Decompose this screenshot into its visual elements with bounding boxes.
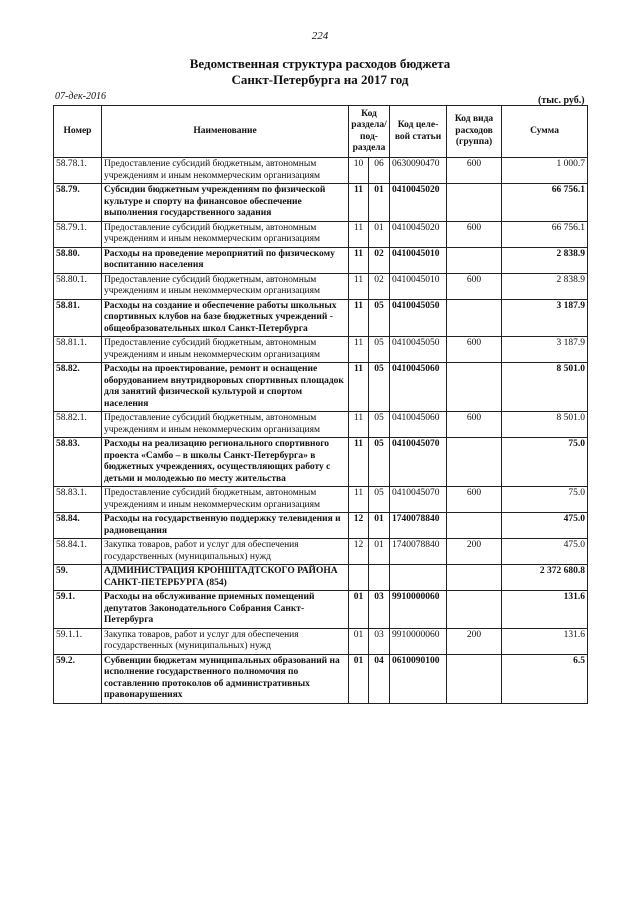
table-row bbox=[54, 184, 588, 222]
row-section-code: 11 bbox=[349, 247, 369, 273]
row-target-code: 1740078840 bbox=[390, 513, 447, 539]
table-header bbox=[54, 106, 588, 158]
row-name: Предоставление субсидий бюджетным, автономным учреждениям и иным некоммерческим организациям bbox=[102, 412, 349, 438]
row-target-code: 9910000060 bbox=[390, 628, 447, 654]
row-section-code: 11 bbox=[349, 221, 369, 247]
row-sum: 8 501.0 bbox=[502, 363, 588, 412]
row-expense-group: 600 bbox=[447, 221, 502, 247]
row-expense-group: 200 bbox=[447, 539, 502, 565]
row-name: Расходы на обслуживание приемных помещений депутатов Законодательного Собрания Санкт-Петербурга bbox=[102, 591, 349, 629]
row-subsection-code: 05 bbox=[369, 412, 390, 438]
row-subsection-code: 03 bbox=[369, 628, 390, 654]
row-section-code: 01 bbox=[349, 628, 369, 654]
row-sum: 3 187.9 bbox=[502, 337, 588, 363]
header-sum: Сумма bbox=[502, 106, 588, 158]
table-row bbox=[54, 513, 588, 539]
row-target-code: 9910000060 bbox=[390, 591, 447, 629]
row-name: Расходы на проектирование, ремонт и оснащение оборудованием внутридворовых спортивных площадок для занятий физической культурой и спортом населения bbox=[102, 363, 349, 412]
title-line-2: Санкт-Петербурга на 2017 год bbox=[231, 72, 409, 87]
row-subsection-code: 03 bbox=[369, 591, 390, 629]
row-number: 58.80.1. bbox=[54, 273, 102, 299]
table-row bbox=[54, 438, 588, 487]
row-expense-group bbox=[447, 513, 502, 539]
row-subsection-code: 04 bbox=[369, 654, 390, 703]
row-number: 59.1.1. bbox=[54, 628, 102, 654]
row-section-code: 11 bbox=[349, 337, 369, 363]
row-section-code bbox=[349, 565, 369, 591]
row-target-code: 1740078840 bbox=[390, 539, 447, 565]
row-target-code: 0410045060 bbox=[390, 412, 447, 438]
row-target-code: 0410045060 bbox=[390, 363, 447, 412]
row-section-code: 01 bbox=[349, 591, 369, 629]
table-row bbox=[54, 158, 588, 184]
row-subsection-code: 01 bbox=[369, 513, 390, 539]
header-name: Наименование bbox=[102, 106, 349, 158]
table-row bbox=[54, 591, 588, 629]
row-expense-group bbox=[447, 184, 502, 222]
row-target-code: 0410045070 bbox=[390, 487, 447, 513]
table-row bbox=[54, 363, 588, 412]
row-name: Расходы на государственную поддержку телевидения и радиовещания bbox=[102, 513, 349, 539]
row-subsection-code: 05 bbox=[369, 363, 390, 412]
row-subsection-code: 05 bbox=[369, 438, 390, 487]
row-expense-group: 200 bbox=[447, 628, 502, 654]
row-name: Расходы на реализацию регионального спортивного проекта «Самбо – в школы Санкт-Петербурга» в бюджетных учреждениях, осуществляющих работу с детьми и молодежью по месту жительства bbox=[102, 438, 349, 487]
row-sum: 475.0 bbox=[502, 539, 588, 565]
row-name: АДМИНИСТРАЦИЯ КРОНШТАДТСКОГО РАЙОНА САНКТ-ПЕТЕРБУРГА (854) bbox=[102, 565, 349, 591]
row-subsection-code bbox=[369, 565, 390, 591]
page-number: 224 bbox=[311, 30, 329, 42]
row-number: 58.83.1. bbox=[54, 487, 102, 513]
row-number: 58.83. bbox=[54, 438, 102, 487]
table-row bbox=[54, 487, 588, 513]
row-sum: 2 838.9 bbox=[502, 247, 588, 273]
row-sum: 66 756.1 bbox=[502, 221, 588, 247]
table-row bbox=[54, 273, 588, 299]
row-target-code: 0630090470 bbox=[390, 158, 447, 184]
table-row bbox=[54, 221, 588, 247]
table-row bbox=[54, 539, 588, 565]
row-expense-group: 600 bbox=[447, 158, 502, 184]
row-expense-group bbox=[447, 247, 502, 273]
currency-unit: (тыс. руб.) bbox=[538, 95, 585, 106]
row-number: 58.79.1. bbox=[54, 221, 102, 247]
row-name: Закупка товаров, работ и услуг для обеспечения государственных (муниципальных) нужд bbox=[102, 539, 349, 565]
table-row bbox=[54, 565, 588, 591]
row-section-code: 11 bbox=[349, 438, 369, 487]
row-sum: 131.6 bbox=[502, 628, 588, 654]
table-row bbox=[54, 412, 588, 438]
row-target-code: 0410045010 bbox=[390, 247, 447, 273]
row-expense-group: 600 bbox=[447, 337, 502, 363]
row-target-code: 0610090100 bbox=[390, 654, 447, 703]
row-sum: 8 501.0 bbox=[502, 412, 588, 438]
row-section-code: 11 bbox=[349, 299, 369, 337]
row-sum: 3 187.9 bbox=[502, 299, 588, 337]
row-name: Субвенции бюджетам муниципальных образований на исполнение государственного полномочия по составлению протоколов об административных правонарушениях bbox=[102, 654, 349, 703]
row-name: Субсидии бюджетным учреждениям по физической культуре и спорту на финансовое обеспечение выполнения государственного задания bbox=[102, 184, 349, 222]
title-line-1: Ведомственная структура расходов бюджета bbox=[189, 56, 451, 71]
row-sum: 1 000.7 bbox=[502, 158, 588, 184]
row-target-code: 0410045010 bbox=[390, 273, 447, 299]
page-title bbox=[0, 56, 640, 88]
row-section-code: 12 bbox=[349, 513, 369, 539]
table-row bbox=[54, 337, 588, 363]
row-name: Расходы на проведение мероприятий по физическому воспитанию населения bbox=[102, 247, 349, 273]
row-section-code: 11 bbox=[349, 363, 369, 412]
row-number: 58.82. bbox=[54, 363, 102, 412]
row-subsection-code: 02 bbox=[369, 273, 390, 299]
row-name: Предоставление субсидий бюджетным, автономным учреждениям и иным некоммерческим организациям bbox=[102, 221, 349, 247]
row-number: 58.81. bbox=[54, 299, 102, 337]
row-number: 58.79. bbox=[54, 184, 102, 222]
row-section-code: 11 bbox=[349, 487, 369, 513]
row-number: 58.81.1. bbox=[54, 337, 102, 363]
row-expense-group: 600 bbox=[447, 487, 502, 513]
row-expense-group bbox=[447, 363, 502, 412]
row-expense-group bbox=[447, 654, 502, 703]
row-number: 59.2. bbox=[54, 654, 102, 703]
row-subsection-code: 05 bbox=[369, 337, 390, 363]
row-sum: 2 838.9 bbox=[502, 273, 588, 299]
row-number: 58.84.1. bbox=[54, 539, 102, 565]
row-expense-group bbox=[447, 438, 502, 487]
row-target-code: 0410045020 bbox=[390, 184, 447, 222]
row-expense-group: 600 bbox=[447, 412, 502, 438]
row-sum: 475.0 bbox=[502, 513, 588, 539]
table-row bbox=[54, 247, 588, 273]
row-number: 58.84. bbox=[54, 513, 102, 539]
row-target-code: 0410045050 bbox=[390, 337, 447, 363]
table-row bbox=[54, 299, 588, 337]
row-section-code: 01 bbox=[349, 654, 369, 703]
header-number: Номер bbox=[54, 106, 102, 158]
row-target-code: 0410045020 bbox=[390, 221, 447, 247]
row-number: 58.80. bbox=[54, 247, 102, 273]
row-number: 58.78.1. bbox=[54, 158, 102, 184]
row-number: 59. bbox=[54, 565, 102, 591]
header-section: Код раздела/ под- раздела bbox=[349, 106, 390, 158]
row-sum: 6.5 bbox=[502, 654, 588, 703]
row-sum: 2 372 680.8 bbox=[502, 565, 588, 591]
table-body bbox=[54, 158, 588, 704]
row-name: Расходы на создание и обеспечение работы школьных спортивных клубов на базе бюджетных учреждений - общеобразовательных школ Санкт-Петербурга bbox=[102, 299, 349, 337]
row-section-code: 10 bbox=[349, 158, 369, 184]
row-sum: 75.0 bbox=[502, 487, 588, 513]
row-subsection-code: 06 bbox=[369, 158, 390, 184]
row-number: 58.82.1. bbox=[54, 412, 102, 438]
budget-table bbox=[53, 105, 588, 704]
row-number: 59.1. bbox=[54, 591, 102, 629]
row-sum: 75.0 bbox=[502, 438, 588, 487]
row-target-code: 0410045070 bbox=[390, 438, 447, 487]
row-subsection-code: 01 bbox=[369, 184, 390, 222]
row-section-code: 11 bbox=[349, 273, 369, 299]
row-name: Предоставление субсидий бюджетным, автономным учреждениям и иным некоммерческим организациям bbox=[102, 273, 349, 299]
row-target-code bbox=[390, 565, 447, 591]
row-subsection-code: 05 bbox=[369, 299, 390, 337]
row-expense-group bbox=[447, 591, 502, 629]
document-date: 07-дек-2016 bbox=[55, 91, 106, 102]
row-name: Предоставление субсидий бюджетным, автономным учреждениям и иным некоммерческим организациям bbox=[102, 158, 349, 184]
row-subsection-code: 01 bbox=[369, 539, 390, 565]
row-subsection-code: 01 bbox=[369, 221, 390, 247]
row-expense-group: 600 bbox=[447, 273, 502, 299]
row-sum: 131.6 bbox=[502, 591, 588, 629]
row-subsection-code: 02 bbox=[369, 247, 390, 273]
row-section-code: 11 bbox=[349, 184, 369, 222]
header-target: Код целе- вой статьи bbox=[390, 106, 447, 158]
row-subsection-code: 05 bbox=[369, 487, 390, 513]
row-expense-group bbox=[447, 565, 502, 591]
row-name: Предоставление субсидий бюджетным, автономным учреждениям и иным некоммерческим организациям bbox=[102, 337, 349, 363]
table-row bbox=[54, 654, 588, 703]
row-target-code: 0410045050 bbox=[390, 299, 447, 337]
row-expense-group bbox=[447, 299, 502, 337]
header-group: Код вида расходов (группа) bbox=[447, 106, 502, 158]
row-section-code: 12 bbox=[349, 539, 369, 565]
table-row bbox=[54, 628, 588, 654]
row-name: Закупка товаров, работ и услуг для обеспечения государственных (муниципальных) нужд bbox=[102, 628, 349, 654]
row-sum: 66 756.1 bbox=[502, 184, 588, 222]
row-section-code: 11 bbox=[349, 412, 369, 438]
row-name: Предоставление субсидий бюджетным, автономным учреждениям и иным некоммерческим организациям bbox=[102, 487, 349, 513]
